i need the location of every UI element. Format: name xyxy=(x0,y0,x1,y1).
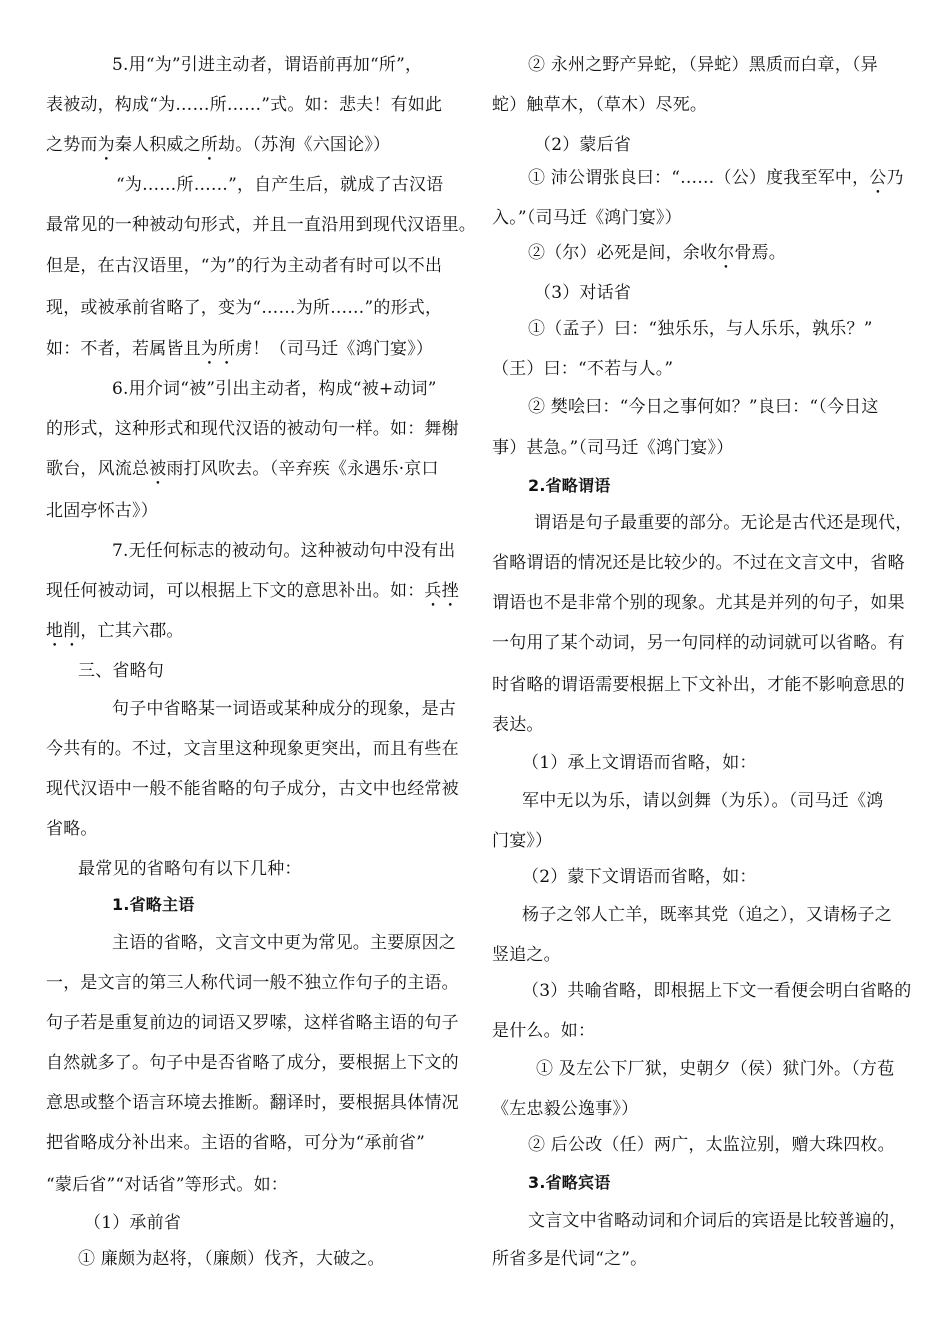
text-line: 主语的省略，文言文中更为常见。主要原因之 xyxy=(112,933,456,953)
subsection-heading: 3.省略宾语 xyxy=(528,1173,611,1192)
emphasis-mark: 为所 xyxy=(200,339,236,359)
emphasis-mark: 公 xyxy=(869,168,887,188)
text-line: 文言文中省略动词和介词后的宾语是比较普遍的， xyxy=(528,1211,907,1231)
text-line: （3）共喻省略，即根据上下文一看便会明白省略的 xyxy=(522,981,912,1001)
text-line: 时省略的谓语需要根据上下文补出，才能不影响意思的 xyxy=(492,675,905,695)
emphasis-mark: 地削 xyxy=(46,621,81,641)
text-line: 谓语也不是非常个别的现象。尤其是并列的句子，如果 xyxy=(492,593,905,613)
text-line: 北固亭怀古》） xyxy=(46,501,158,521)
text-line: 地削，亡其六郡。 xyxy=(46,621,184,641)
text-line: ②（尔）必死是间，余收尔骨焉。 xyxy=(528,243,787,263)
section-heading: 三、省略句 xyxy=(78,661,164,681)
text-line: 把省略成分补出来。主语的省略，可分为“承前省” xyxy=(46,1133,425,1153)
text-line: （1）承前省 xyxy=(84,1213,182,1233)
text-line: 竖追之。 xyxy=(492,945,561,965)
text-line: 表被动，构成“为……所……”式。如：悲夫！有如此 xyxy=(46,95,443,115)
text-line: “为……所……”，自产生后，就成了古汉语 xyxy=(116,175,444,195)
text-line: 今共有的。不过，文言里这种现象更突出，而且有些在 xyxy=(46,739,459,759)
text-line: 蛇）触草木，（草木）尽死。 xyxy=(492,95,708,115)
text-line: 意思或整个语言环境去推断。翻译时，要根据具体情况 xyxy=(46,1093,459,1113)
text-line: 一，是文言的第三人称代词一般不独立作句子的主语。 xyxy=(46,973,459,993)
text-line: 的形式，这种形式和现代汉语的被动句一样。如：舞榭 xyxy=(46,419,459,439)
text-line: ② 后公改（任）两广，太监泣别，赠大珠四枚。 xyxy=(528,1135,895,1155)
text-line: 省略谓语的情况还是比较少的。不过在文言文中，省略 xyxy=(492,553,905,573)
text-line: （2）蒙下文谓语而省略，如： xyxy=(522,867,757,887)
text-line: 最常见的一种被动句形式，并且一直沿用到现代汉语里。 xyxy=(46,215,476,235)
text-line: （2）蒙后省 xyxy=(534,135,632,155)
subsection-heading: 1.省略主语 xyxy=(112,895,195,914)
text-line: 门宴》） xyxy=(492,831,553,851)
text-line: 7.无任何标志的被动句。这种被动句中没有出 xyxy=(112,541,456,561)
text-line: 《左忠毅公逸事》） xyxy=(492,1099,639,1119)
emphasis-mark: 被 xyxy=(149,459,167,479)
text-line: 省略。 xyxy=(46,819,98,839)
text-line: 之势而为秦人积威之所劫。（苏洵《六国论》） xyxy=(46,135,391,155)
text-line: 所省多是代词“之”。 xyxy=(492,1249,648,1269)
emphasis-mark: 兵挫 xyxy=(424,581,459,601)
text-line: ① 沛公谓张良曰：“……（公）度我至军中，公乃 xyxy=(528,168,904,188)
text-line: ① 及左公下厂狱，史朝夕（侯）狱门外。（方苞 xyxy=(536,1059,895,1079)
emphasis-mark: 为 xyxy=(97,135,115,155)
text-line: 是什么。如： xyxy=(492,1021,596,1041)
text-line: “蒙后省”“对话省”等形式。如： xyxy=(46,1175,288,1195)
subsection-heading: 2.省略谓语 xyxy=(528,476,611,495)
text-line: ② 樊哙曰：“今日之事何如？”良曰：“（今日这 xyxy=(528,397,879,417)
text-line: （1）承上文谓语而省略，如： xyxy=(522,753,757,773)
text-line: ① 廉颇为赵将，（廉颇）伐齐，大破之。 xyxy=(78,1249,385,1269)
text-line: 现代汉语中一般不能省略的句子成分，古文中也经常被 xyxy=(46,779,459,799)
text-line: （3）对话省 xyxy=(534,283,632,303)
text-line: 入。”（司马迁《鸿门宴》） xyxy=(492,208,682,228)
text-line: ② 永州之野产异蛇，（异蛇）黑质而白章，（异 xyxy=(528,55,878,75)
text-line: 一句用了某个动词，另一句同样的动词就可以省略。有 xyxy=(492,633,905,653)
text-line: 杨子之邻人亡羊，既率其党（追之），又请杨子之 xyxy=(522,905,892,925)
text-line: 句子若是重复前边的词语又罗嗦，这样省略主语的句子 xyxy=(46,1013,459,1033)
text-line: 如：不者，若属皆且为所虏！（司马迁《鸿门宴》） xyxy=(46,339,434,359)
text-line: （王）曰：“不若与人。” xyxy=(492,359,674,379)
text-line: 最常见的省略句有以下几种： xyxy=(78,859,302,879)
text-line: 现，或被承前省略了，变为“……为所……”的形式， xyxy=(46,298,443,318)
text-line: 自然就多了。句子中是否省略了成分，要根据上下文的 xyxy=(46,1053,459,1073)
text-line: 6.用介词“被”引出主动者，构成“被+动词” xyxy=(112,379,437,399)
text-line: 句子中省略某一词语或某种成分的现象，是古 xyxy=(112,699,456,719)
text-line: 5.用“为”引进主动者，谓语前再加“所”， xyxy=(112,55,423,75)
text-line: 现任何被动词，可以根据上下文的意思补出。如：兵挫 xyxy=(46,581,459,601)
text-line: ①（孟子）曰：“独乐乐，与人乐乐，孰乐？” xyxy=(528,319,873,339)
emphasis-mark: 尔 xyxy=(717,243,735,263)
text-line: 歌台，风流总被雨打风吹去。（辛弃疾《永遇乐·京口 xyxy=(46,459,439,479)
text-line: 军中无以为乐，请以剑舞（为乐）。（司马迁《鸿 xyxy=(522,791,884,811)
text-line: 表达。 xyxy=(492,715,544,735)
text-line: 事）甚急。”（司马迁《鸿门宴》） xyxy=(492,438,734,458)
text-line: 谓语是句子最重要的部分。无论是古代还是现代， xyxy=(534,513,913,533)
emphasis-mark: 所 xyxy=(200,135,219,155)
text-line: 但是，在古汉语里，“为”的行为主动者有时可以不出 xyxy=(46,256,443,276)
